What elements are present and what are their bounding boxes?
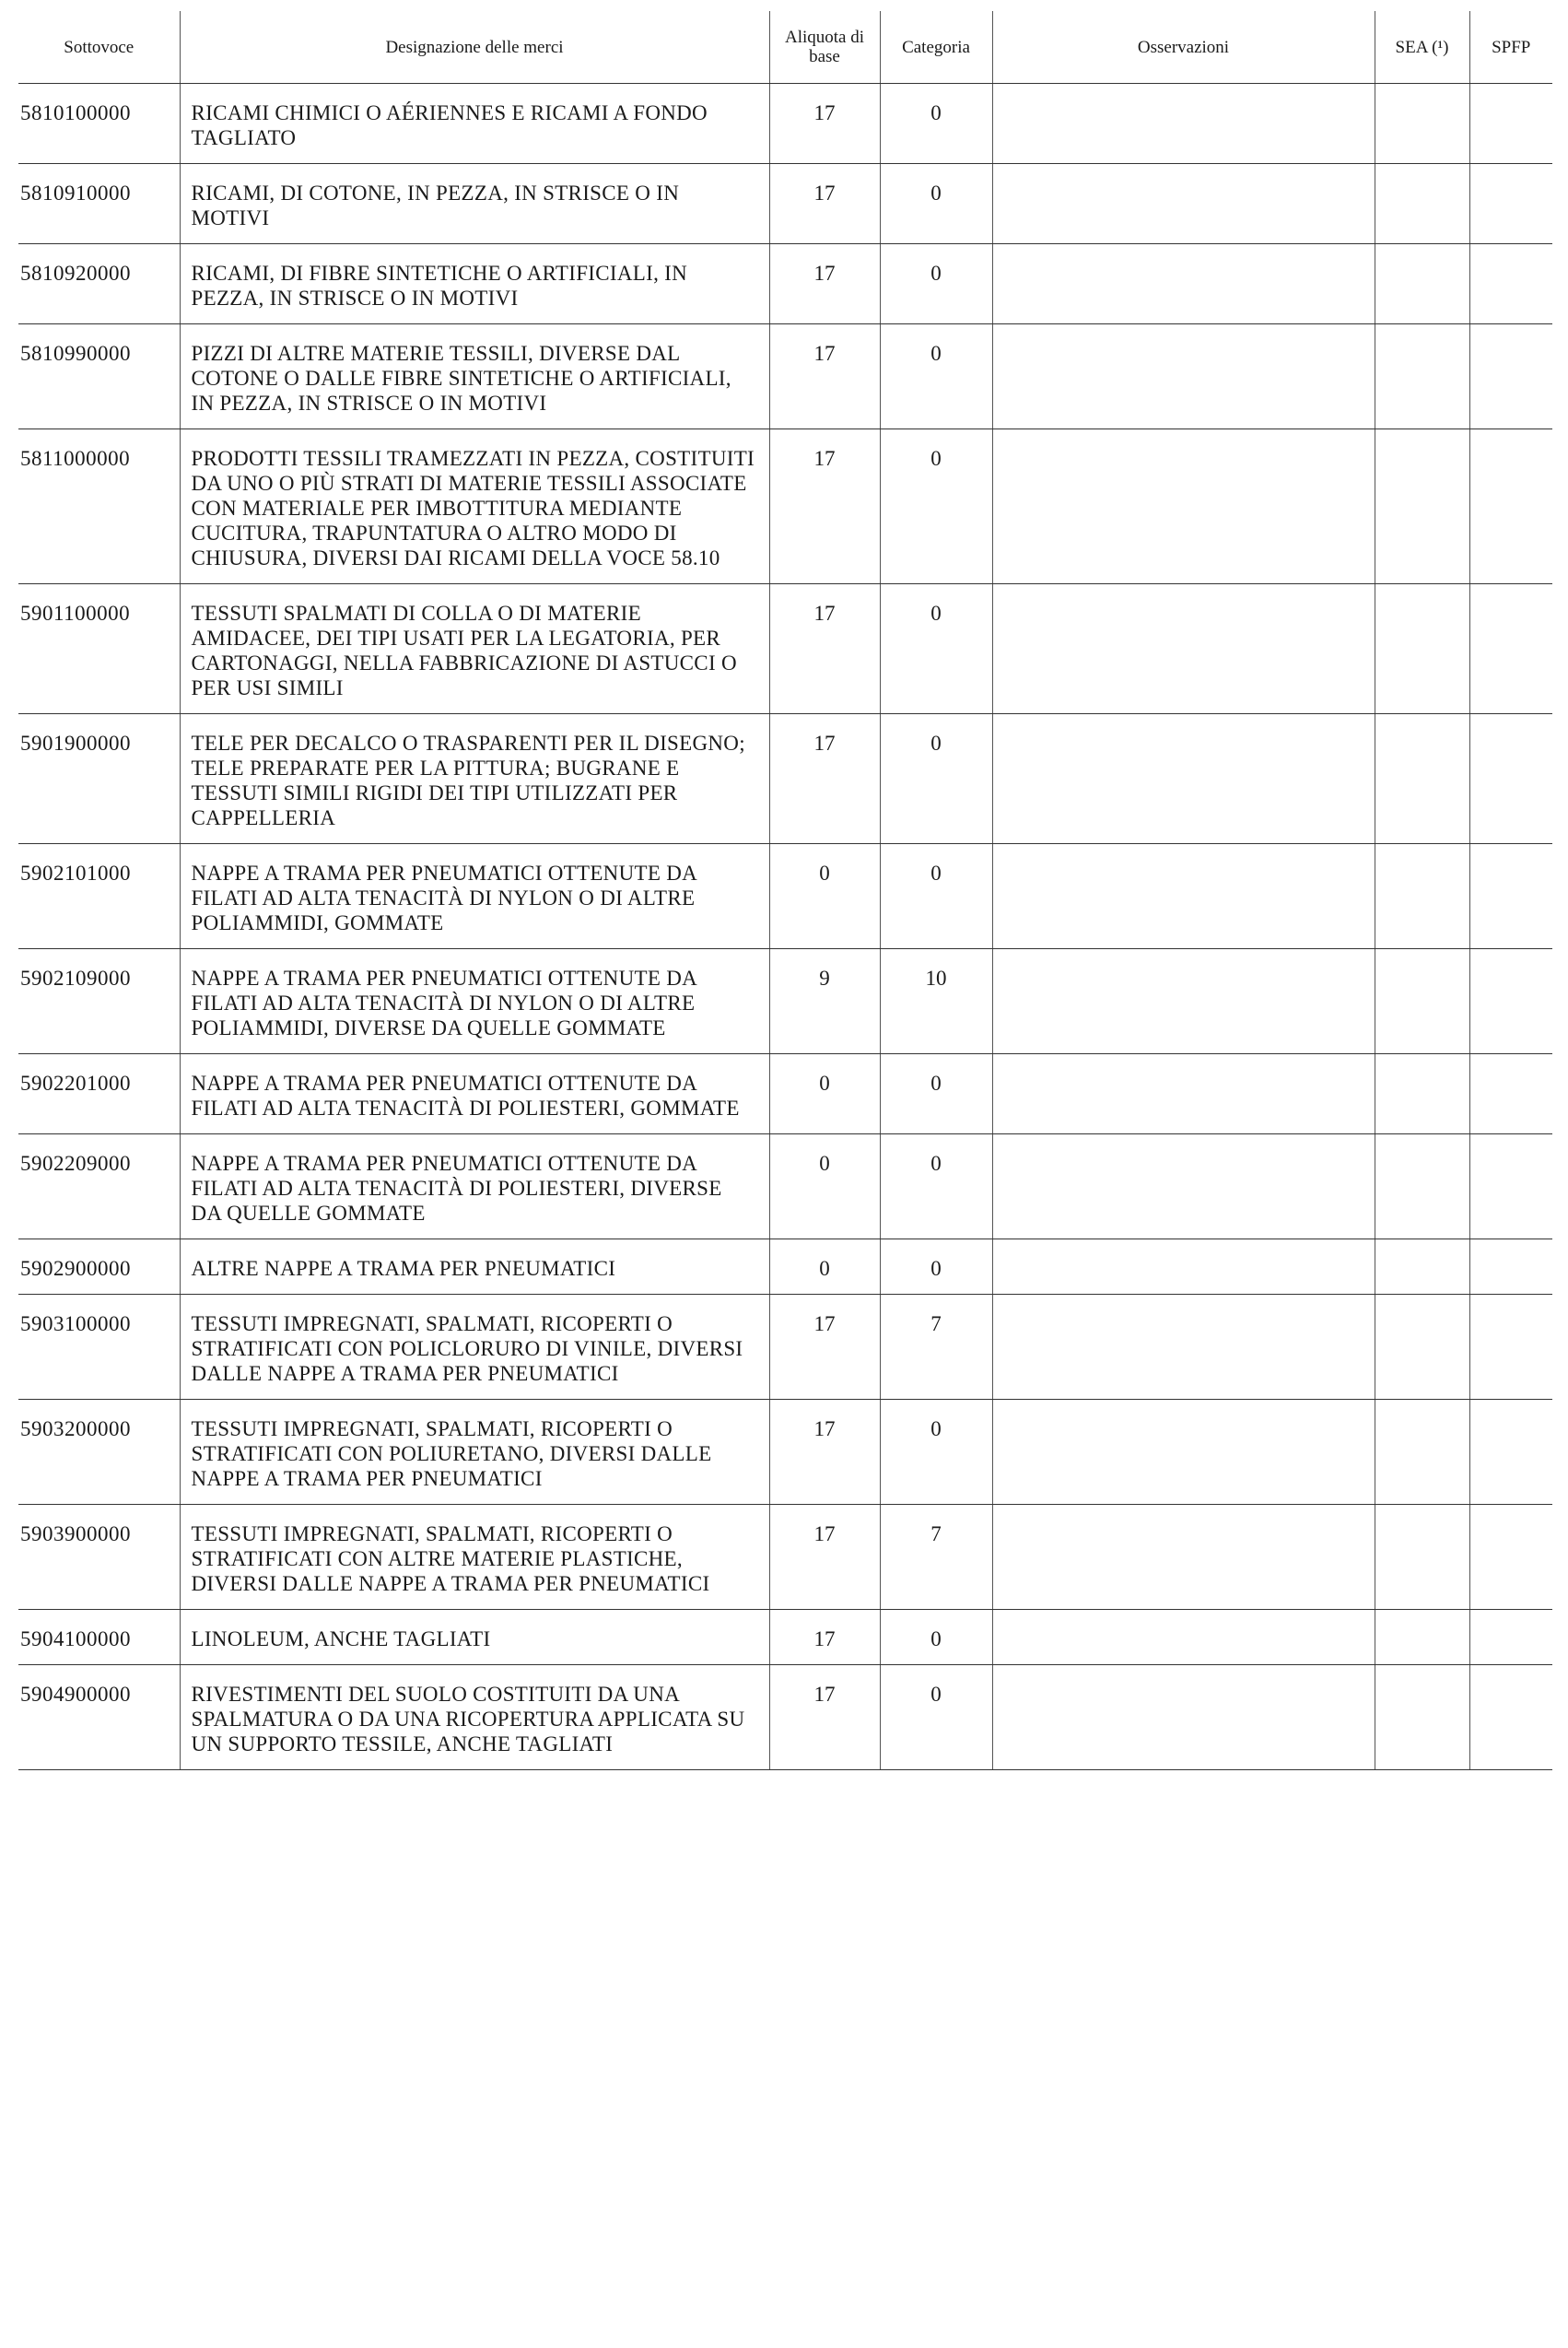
- cell-aliquota: 17: [769, 714, 880, 844]
- cell-aliquota: 9: [769, 949, 880, 1054]
- cell-categoria: 7: [880, 1505, 992, 1610]
- cell-aliquota: 17: [769, 584, 880, 714]
- cell-aliquota: 17: [769, 84, 880, 164]
- cell-spfp: [1469, 714, 1552, 844]
- cell-aliquota: 0: [769, 1134, 880, 1239]
- cell-categoria: 0: [880, 324, 992, 429]
- cell-aliquota: 17: [769, 164, 880, 244]
- cell-designazione: NAPPE A TRAMA PER PNEUMATICI OTTENUTE DA FILATI AD ALTA TENACITÀ DI POLIESTERI, DIVERSE DA QUELLE GOMMATE: [180, 1134, 769, 1239]
- cell-designazione: TESSUTI IMPREGNATI, SPALMATI, RICOPERTI O STRATIFICATI CON POLIURETANO, DIVERSI DALLE NAPPE A TRAMA PER PNEUMATICI: [180, 1400, 769, 1505]
- table-row: [18, 844, 1552, 949]
- cell-designazione: RICAMI CHIMICI O AÉRIENNES E RICAMI A FONDO TAGLIATO: [180, 84, 769, 164]
- cell-spfp: [1469, 1505, 1552, 1610]
- cell-sottovoce: 5904100000: [18, 1610, 180, 1665]
- cell-spfp: [1469, 1239, 1552, 1295]
- cell-sea: [1375, 949, 1469, 1054]
- cell-spfp: [1469, 164, 1552, 244]
- cell-spfp: [1469, 429, 1552, 584]
- cell-categoria: 0: [880, 584, 992, 714]
- table-row: [18, 714, 1552, 844]
- cell-spfp: [1469, 1400, 1552, 1505]
- cell-osservazioni: [992, 714, 1375, 844]
- table-row: [18, 1295, 1552, 1400]
- header-sea: SEA (¹): [1375, 11, 1469, 84]
- cell-aliquota: 17: [769, 1400, 880, 1505]
- cell-categoria: 0: [880, 1134, 992, 1239]
- header-row: [18, 11, 1552, 84]
- cell-spfp: [1469, 844, 1552, 949]
- table-row: [18, 1505, 1552, 1610]
- cell-designazione: RICAMI, DI FIBRE SINTETICHE O ARTIFICIALI, IN PEZZA, IN STRISCE O IN MOTIVI: [180, 244, 769, 324]
- cell-sea: [1375, 1665, 1469, 1770]
- cell-categoria: 10: [880, 949, 992, 1054]
- cell-sottovoce: 5811000000: [18, 429, 180, 584]
- cell-aliquota: 17: [769, 429, 880, 584]
- cell-osservazioni: [992, 1295, 1375, 1400]
- cell-osservazioni: [992, 429, 1375, 584]
- cell-designazione: ALTRE NAPPE A TRAMA PER PNEUMATICI: [180, 1239, 769, 1295]
- cell-osservazioni: [992, 1610, 1375, 1665]
- table-row: [18, 164, 1552, 244]
- cell-osservazioni: [992, 1665, 1375, 1770]
- cell-categoria: 0: [880, 844, 992, 949]
- cell-osservazioni: [992, 584, 1375, 714]
- cell-sea: [1375, 324, 1469, 429]
- cell-sottovoce: 5902109000: [18, 949, 180, 1054]
- header-sottovoce: Sottovoce: [18, 11, 180, 84]
- cell-sottovoce: 5903200000: [18, 1400, 180, 1505]
- cell-categoria: 0: [880, 714, 992, 844]
- cell-aliquota: 17: [769, 244, 880, 324]
- cell-categoria: 0: [880, 1610, 992, 1665]
- cell-sea: [1375, 84, 1469, 164]
- cell-sottovoce: 5903100000: [18, 1295, 180, 1400]
- cell-categoria: 0: [880, 1400, 992, 1505]
- cell-aliquota: 17: [769, 1610, 880, 1665]
- cell-spfp: [1469, 1134, 1552, 1239]
- cell-designazione: NAPPE A TRAMA PER PNEUMATICI OTTENUTE DA FILATI AD ALTA TENACITÀ DI NYLON O DI ALTRE POLIAMMIDI, GOMMATE: [180, 844, 769, 949]
- table-row: [18, 1400, 1552, 1505]
- cell-sea: [1375, 1505, 1469, 1610]
- table-row: [18, 324, 1552, 429]
- cell-designazione: NAPPE A TRAMA PER PNEUMATICI OTTENUTE DA FILATI AD ALTA TENACITÀ DI POLIESTERI, GOMMATE: [180, 1054, 769, 1134]
- cell-sottovoce: 5904900000: [18, 1665, 180, 1770]
- cell-spfp: [1469, 584, 1552, 714]
- cell-sea: [1375, 1134, 1469, 1239]
- cell-designazione: TESSUTI IMPREGNATI, SPALMATI, RICOPERTI O STRATIFICATI CON ALTRE MATERIE PLASTICHE, DIVERSI DALLE NAPPE A TRAMA PER PNEUMATICI: [180, 1505, 769, 1610]
- table-row: [18, 429, 1552, 584]
- cell-aliquota: 0: [769, 1239, 880, 1295]
- cell-osservazioni: [992, 244, 1375, 324]
- cell-osservazioni: [992, 1054, 1375, 1134]
- cell-osservazioni: [992, 1134, 1375, 1239]
- table-row: [18, 1665, 1552, 1770]
- cell-sea: [1375, 1239, 1469, 1295]
- cell-designazione: TELE PER DECALCO O TRASPARENTI PER IL DISEGNO; TELE PREPARATE PER LA PITTURA; BUGRANE E TESSUTI SIMILI RIGIDI DEI TIPI UTILIZZATI PER CAPPELLERIA: [180, 714, 769, 844]
- cell-sea: [1375, 844, 1469, 949]
- cell-aliquota: 17: [769, 1505, 880, 1610]
- cell-aliquota: 17: [769, 324, 880, 429]
- cell-osservazioni: [992, 84, 1375, 164]
- cell-spfp: [1469, 1295, 1552, 1400]
- header-osservazioni: Osservazioni: [992, 11, 1375, 84]
- cell-sottovoce: 5903900000: [18, 1505, 180, 1610]
- cell-categoria: 0: [880, 244, 992, 324]
- cell-sea: [1375, 714, 1469, 844]
- cell-spfp: [1469, 949, 1552, 1054]
- cell-aliquota: 17: [769, 1295, 880, 1400]
- cell-designazione: NAPPE A TRAMA PER PNEUMATICI OTTENUTE DA FILATI AD ALTA TENACITÀ DI NYLON O DI ALTRE POLIAMMIDI, DIVERSE DA QUELLE GOMMATE: [180, 949, 769, 1054]
- cell-osservazioni: [992, 164, 1375, 244]
- cell-osservazioni: [992, 949, 1375, 1054]
- cell-spfp: [1469, 324, 1552, 429]
- cell-designazione: LINOLEUM, ANCHE TAGLIATI: [180, 1610, 769, 1665]
- header-spfp: SPFP: [1469, 11, 1552, 84]
- cell-sottovoce: 5902101000: [18, 844, 180, 949]
- cell-osservazioni: [992, 844, 1375, 949]
- cell-designazione: RICAMI, DI COTONE, IN PEZZA, IN STRISCE O IN MOTIVI: [180, 164, 769, 244]
- table-row: [18, 1054, 1552, 1134]
- tariff-table: [18, 11, 1552, 1770]
- cell-sea: [1375, 1054, 1469, 1134]
- tariff-document: [18, 11, 1552, 1770]
- header-aliquota: Aliquota di base: [769, 11, 880, 84]
- cell-osservazioni: [992, 324, 1375, 429]
- cell-designazione: TESSUTI IMPREGNATI, SPALMATI, RICOPERTI O STRATIFICATI CON POLICLORURO DI VINILE, DIVERSI DALLE NAPPE A TRAMA PER PNEUMATICI: [180, 1295, 769, 1400]
- cell-aliquota: 0: [769, 844, 880, 949]
- cell-sottovoce: 5902209000: [18, 1134, 180, 1239]
- cell-categoria: 0: [880, 164, 992, 244]
- cell-sottovoce: 5901900000: [18, 714, 180, 844]
- cell-sea: [1375, 1610, 1469, 1665]
- cell-sottovoce: 5901100000: [18, 584, 180, 714]
- table-row: [18, 1610, 1552, 1665]
- table-row: [18, 244, 1552, 324]
- cell-categoria: 0: [880, 1239, 992, 1295]
- cell-designazione: PRODOTTI TESSILI TRAMEZZATI IN PEZZA, COSTITUITI DA UNO O PIÙ STRATI DI MATERIE TESSILI ASSOCIATE CON MATERIALE PER IMBOTTITURA MEDIANTE CUCITURA, TRAPUNTATURA O ALTRO MODO DI CHIUSURA, DIVERSI DAI RICAMI DELLA VOCE 58.10: [180, 429, 769, 584]
- cell-categoria: 0: [880, 84, 992, 164]
- cell-sea: [1375, 1295, 1469, 1400]
- table-row: [18, 1239, 1552, 1295]
- cell-spfp: [1469, 1054, 1552, 1134]
- cell-designazione: PIZZI DI ALTRE MATERIE TESSILI, DIVERSE DAL COTONE O DALLE FIBRE SINTETICHE O ARTIFICIALI, IN PEZZA, IN STRISCE O IN MOTIVI: [180, 324, 769, 429]
- header-designazione: Designazione delle merci: [180, 11, 769, 84]
- cell-aliquota: 0: [769, 1054, 880, 1134]
- cell-sottovoce: 5810100000: [18, 84, 180, 164]
- cell-categoria: 0: [880, 1665, 992, 1770]
- table-row: [18, 949, 1552, 1054]
- cell-spfp: [1469, 1610, 1552, 1665]
- cell-sottovoce: 5810990000: [18, 324, 180, 429]
- cell-sea: [1375, 429, 1469, 584]
- cell-sea: [1375, 584, 1469, 714]
- cell-sea: [1375, 244, 1469, 324]
- header-categoria: Categoria: [880, 11, 992, 84]
- cell-categoria: 0: [880, 429, 992, 584]
- cell-sea: [1375, 164, 1469, 244]
- cell-osservazioni: [992, 1239, 1375, 1295]
- table-row: [18, 84, 1552, 164]
- cell-sottovoce: 5902201000: [18, 1054, 180, 1134]
- cell-categoria: 7: [880, 1295, 992, 1400]
- cell-designazione: TESSUTI SPALMATI DI COLLA O DI MATERIE AMIDACEE, DEI TIPI USATI PER LA LEGATORIA, PER CARTONAGGI, NELLA FABBRICAZIONE DI ASTUCCI O PER USI SIMILI: [180, 584, 769, 714]
- table-row: [18, 584, 1552, 714]
- table-row: [18, 1134, 1552, 1239]
- cell-osservazioni: [992, 1505, 1375, 1610]
- cell-aliquota: 17: [769, 1665, 880, 1770]
- cell-spfp: [1469, 84, 1552, 164]
- cell-designazione: RIVESTIMENTI DEL SUOLO COSTITUITI DA UNA SPALMATURA O DA UNA RICOPERTURA APPLICATA SU UN SUPPORTO TESSILE, ANCHE TAGLIATI: [180, 1665, 769, 1770]
- cell-spfp: [1469, 1665, 1552, 1770]
- cell-sottovoce: 5810910000: [18, 164, 180, 244]
- cell-sottovoce: 5810920000: [18, 244, 180, 324]
- cell-sea: [1375, 1400, 1469, 1505]
- cell-categoria: 0: [880, 1054, 992, 1134]
- cell-sottovoce: 5902900000: [18, 1239, 180, 1295]
- cell-osservazioni: [992, 1400, 1375, 1505]
- cell-spfp: [1469, 244, 1552, 324]
